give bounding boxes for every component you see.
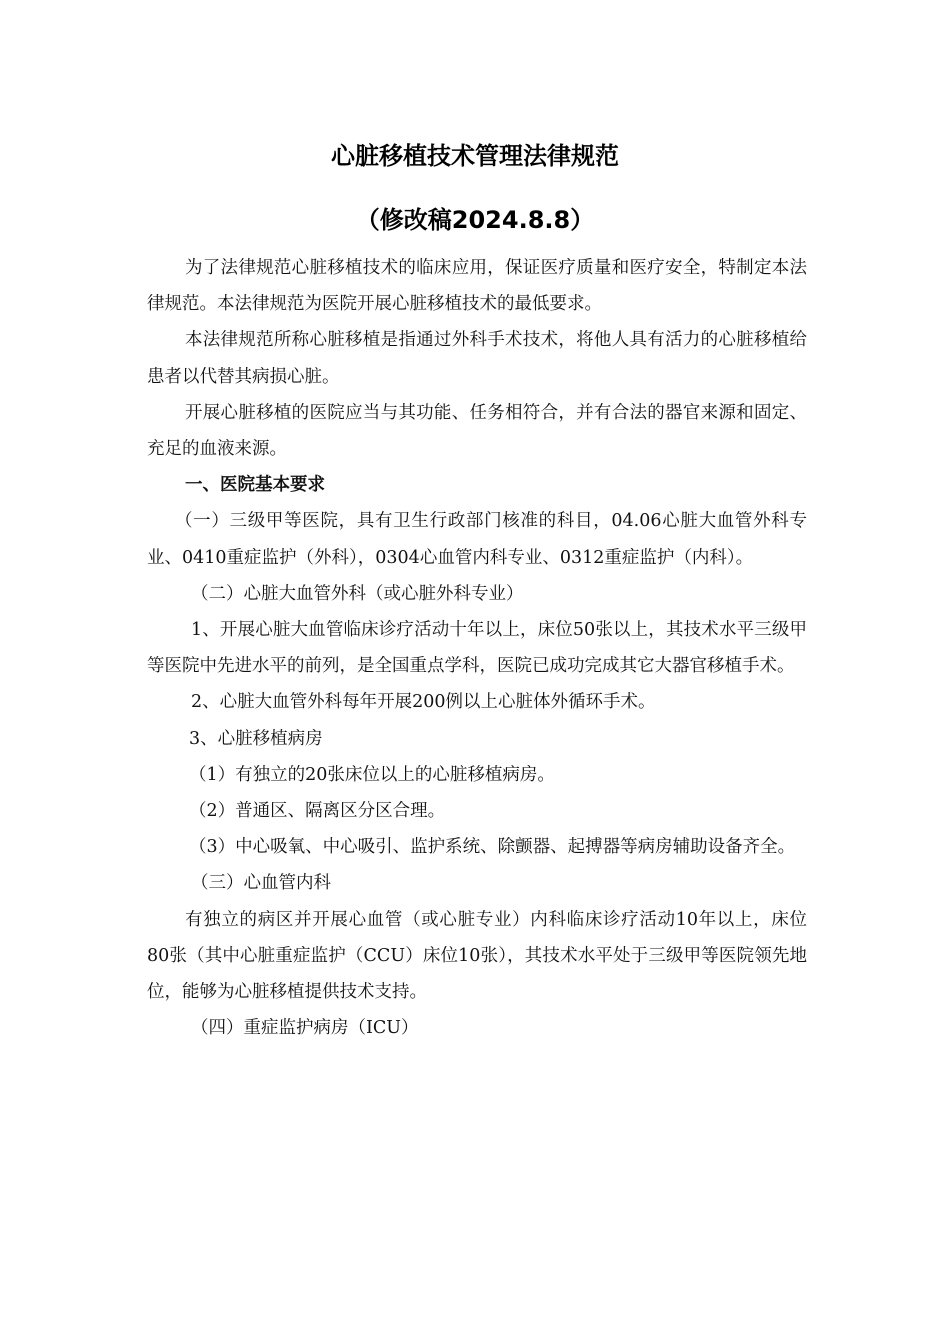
document-subtitle: （修改稿2024.8.8）: [355, 206, 595, 234]
subitem-clinical-experience: 1、开展心脏大血管临床诊疗活动十年以上，床位50张以上，其技术水平三级甲等医院中先进水平的前列，是全国重点学科，医院已成功完成其它大器官移植手术。: [147, 620, 807, 677]
paragraph-definition: 本法律规范所称心脏移植是指通过外科手术技术，将他人具有活力的心脏移植给患者以代替其病损心脏。: [147, 330, 807, 387]
paragraph-requirements-intro: 开展心脏移植的医院应当与其功能、任务相符合，并有合法的器官来源和固定、充足的血液来源。: [147, 402, 807, 460]
subitem-surgery-volume: 2、心脏大血管外科每年开展200例以上心脏体外循环手术。: [191, 692, 656, 713]
paragraph-purpose: 为了法律规范心脏移植技术的临床应用，保证医疗质量和医疗安全，特制定本法律规范。本法律规范为医院开展心脏移植技术的最低要求。: [147, 258, 807, 315]
item-cardiology: （三）心血管内科: [191, 873, 331, 894]
document-body: [147, 250, 807, 1046]
item-cardiac-surgery: （二）心脏大血管外科（或心脏外科专业）: [191, 583, 524, 604]
subitem-transplant-ward: 3、心脏移植病房: [189, 728, 323, 749]
item-hospital-grade: （一）三级甲等医院，具有卫生行政部门核准的科目，04.06心脏大血管外科专业、0410重症监护（外科），0304心血管内科专业、0312重症监护（内科）。: [147, 511, 807, 568]
paragraph-cardiology-detail: 有独立的病区并开展心血管（或心脏专业）内科临床诊疗活动10年以上，床位80张（其中心脏重症监护（CCU）床位10张），其技术水平处于三级甲等医院领先地位，能够为心脏移植提供技术支持。: [147, 909, 807, 1003]
item-icu: （四）重症监护病房（ICU）: [191, 1018, 419, 1039]
ward-point-zones: （2）普通区、隔离区分区合理。: [189, 801, 446, 822]
ward-point-beds: （1）有独立的20张床位以上的心脏移植病房。: [189, 764, 555, 785]
section-heading-hospital: 一、医院基本要求: [185, 475, 325, 496]
document-title: 心脏移植技术管理法律规范: [331, 142, 619, 170]
ward-point-equipment: （3）中心吸氧、中心吸引、监护系统、除颤器、起搏器等病房辅助设备齐全。: [189, 837, 796, 858]
